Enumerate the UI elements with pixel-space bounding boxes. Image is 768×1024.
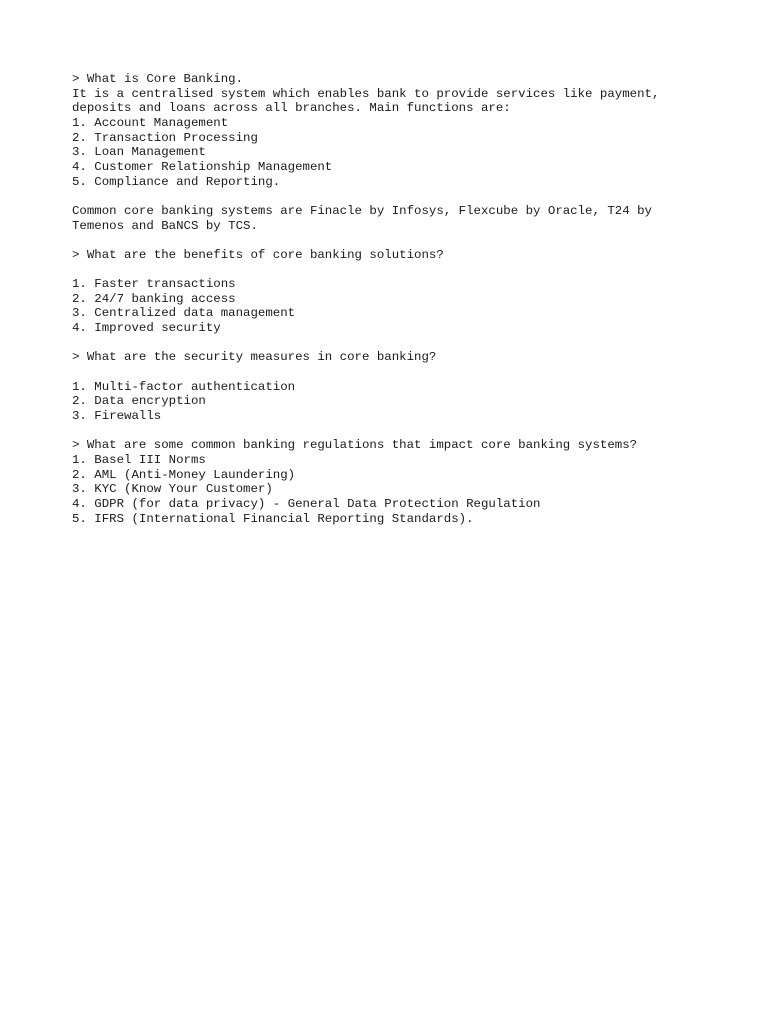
question-heading: > What are the security measures in core banking? [72, 350, 437, 365]
blank-line [72, 233, 712, 248]
list-item: 1. Multi-factor authentication [72, 379, 296, 394]
list-item: 2. Transaction Processing [72, 130, 258, 145]
question-heading: > What are some common banking regulations that impact core banking systems? [72, 438, 638, 453]
list-item: 5. IFRS (International Financial Reporting Standards). [72, 511, 474, 526]
blank-line [72, 189, 712, 204]
question-heading: > What is Core Banking. [72, 72, 244, 86]
blank-line [72, 336, 712, 351]
blank-line [72, 365, 712, 380]
question-heading: > What are the benefits of core banking solutions? [72, 247, 444, 262]
list-item: 5. Compliance and Reporting. [72, 174, 281, 189]
paragraph-line: deposits and loans across all branches. Main functions are: [72, 101, 511, 116]
paragraph-line: Temenos and BaNCS by TCS. [72, 218, 258, 233]
list-item: 4. Improved security [72, 321, 221, 336]
paragraph-line: Common core banking systems are Finacle by Infosys, Flexcube by Oracle, T24 by [72, 203, 652, 218]
list-item: 3. Centralized data management [72, 306, 296, 321]
list-item: 3. Loan Management [72, 145, 206, 160]
list-item: 4. GDPR (for data privacy) - General Data Protection Regulation [72, 496, 541, 511]
list-item: 2. 24/7 banking access [72, 291, 236, 306]
list-item: 1. Basel III Norms [72, 452, 206, 467]
list-item: 4. Customer Relationship Management [72, 159, 333, 174]
list-item: 1. Account Management [72, 115, 229, 130]
blank-line [72, 424, 712, 439]
document-body [72, 72, 712, 526]
list-item: 1. Faster transactions [72, 277, 236, 292]
blank-line [72, 263, 712, 278]
list-item: 3. KYC (Know Your Customer) [72, 482, 273, 497]
list-item: 2. AML (Anti-Money Laundering) [72, 467, 296, 482]
list-item: 2. Data encryption [72, 394, 206, 409]
paragraph-line: It is a centralised system which enables bank to provide services like payment, [72, 86, 660, 101]
list-item: 3. Firewalls [72, 409, 162, 424]
